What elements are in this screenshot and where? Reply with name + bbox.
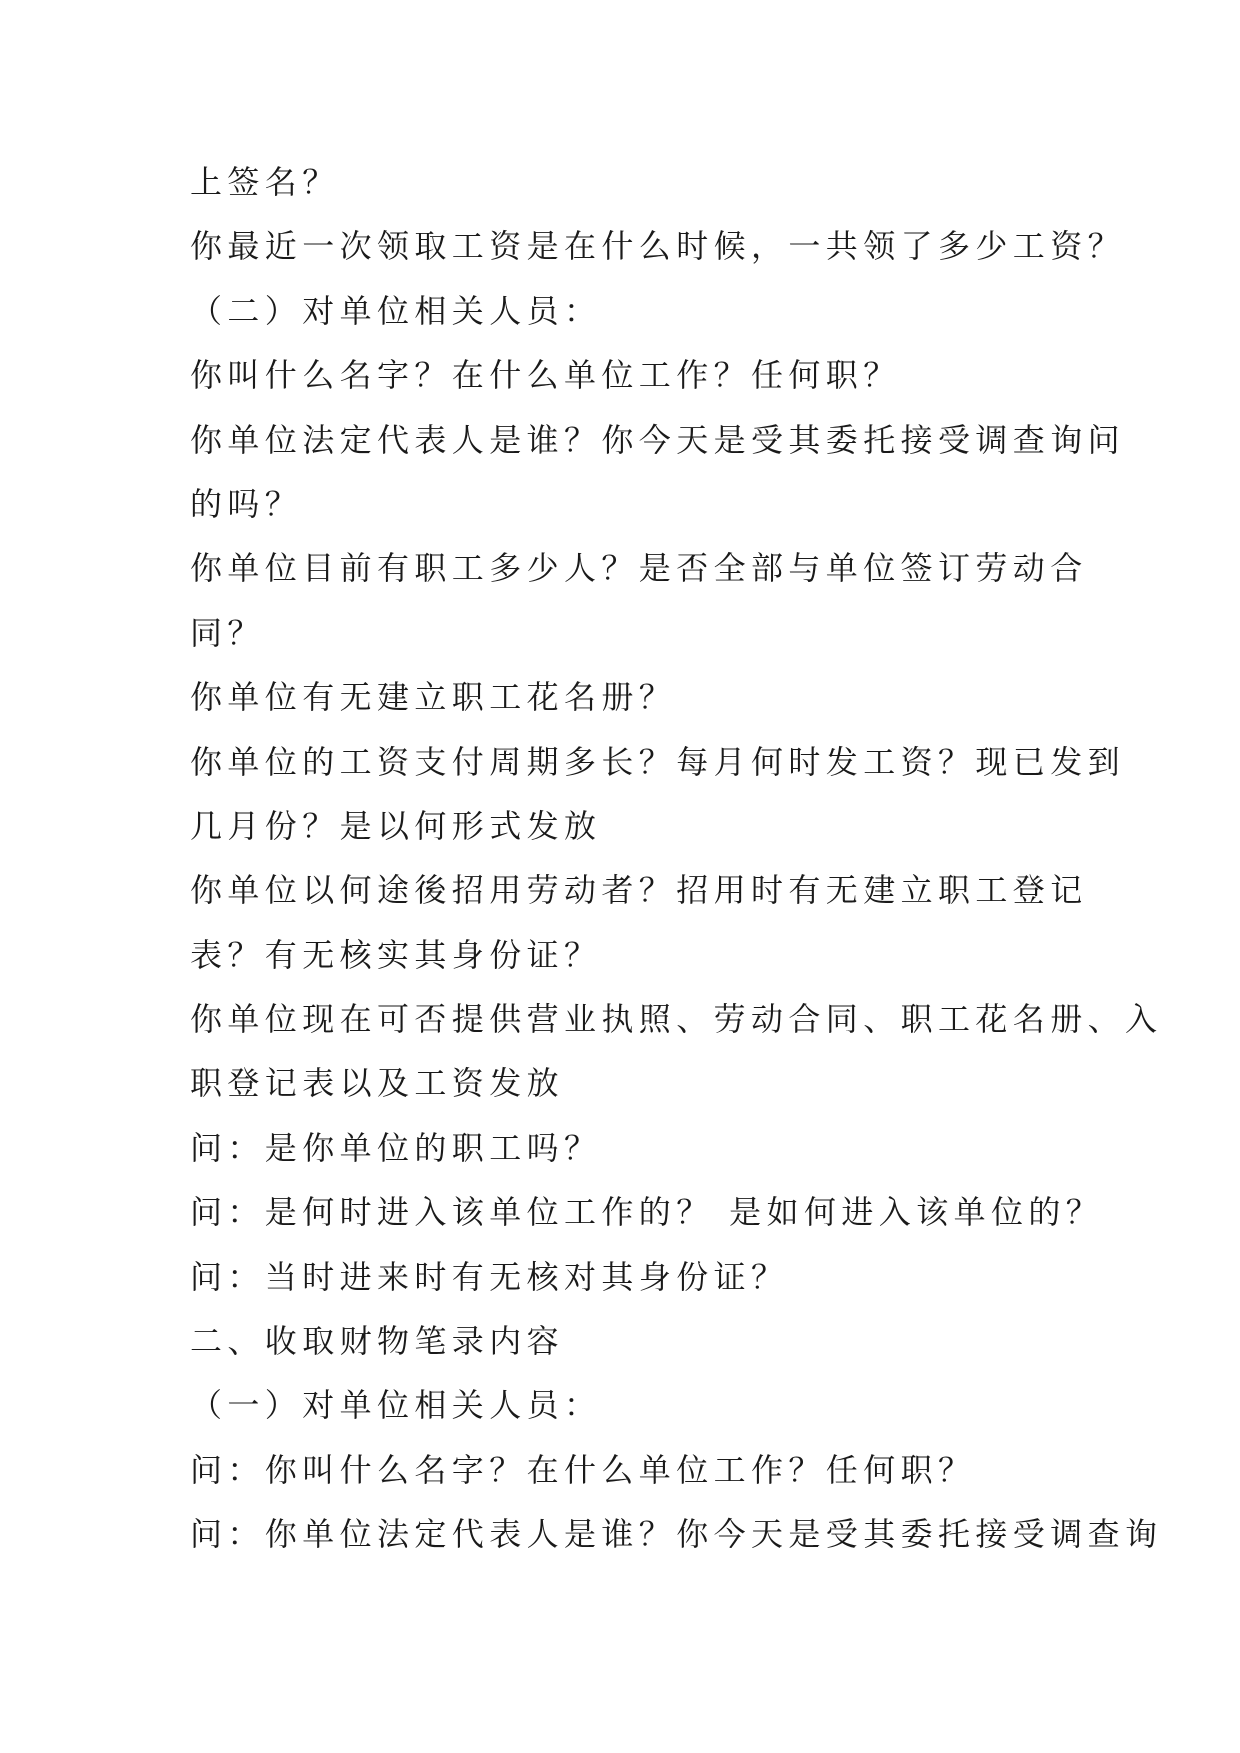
text-line: 的吗？ [190, 484, 303, 523]
section-heading: （一）对单位相关人员： [190, 1386, 602, 1425]
text-line: 你最近一次领取工资是在什么时候，一共领了多少工资？ [190, 227, 1126, 266]
text-line: 几月份？是以何形式发放 [190, 806, 602, 845]
text-line: 你单位的工资支付周期多长？每月何时发工资？现已发到 [190, 742, 1126, 781]
question-line: 问：是你单位的职工吗？ [190, 1128, 602, 1167]
question-line: 问：当时进来时有无核对其身份证？ [190, 1257, 789, 1296]
question-line: 问：你单位法定代表人是谁？你今天是受其委托接受调查询 [190, 1515, 1163, 1554]
text-line: 你单位有无建立职工花名册？ [190, 678, 677, 717]
text-line: 你单位目前有职工多少人？是否全部与单位签订劳动合 [190, 549, 1088, 588]
section-heading: （二）对单位相关人员： [190, 291, 602, 330]
text-line: 职登记表以及工资发放 [190, 1064, 565, 1103]
question-line: 问：是何时进入该单位工作的？ 是如何进入该单位的？ [190, 1193, 1104, 1232]
document-body [190, 150, 1163, 1567]
question-line: 问：你叫什么名字？在什么单位工作？任何职？ [190, 1450, 976, 1489]
text-line: 表？有无核实其身份证？ [190, 935, 602, 974]
text-line: 你单位以何途後招用劳动者？招用时有无建立职工登记 [190, 871, 1088, 910]
text-line: 你单位法定代表人是谁？你今天是受其委托接受调查询问 [190, 420, 1126, 459]
text-line: 上签名？ [190, 163, 340, 201]
section-heading: 二、收取财物笔录内容 [190, 1322, 565, 1361]
text-line: 同？ [190, 613, 265, 652]
text-line: 你叫什么名字？在什么单位工作？任何职？ [190, 356, 901, 395]
text-line: 你单位现在可否提供营业执照、劳动合同、职工花名册、入 [190, 1000, 1163, 1039]
